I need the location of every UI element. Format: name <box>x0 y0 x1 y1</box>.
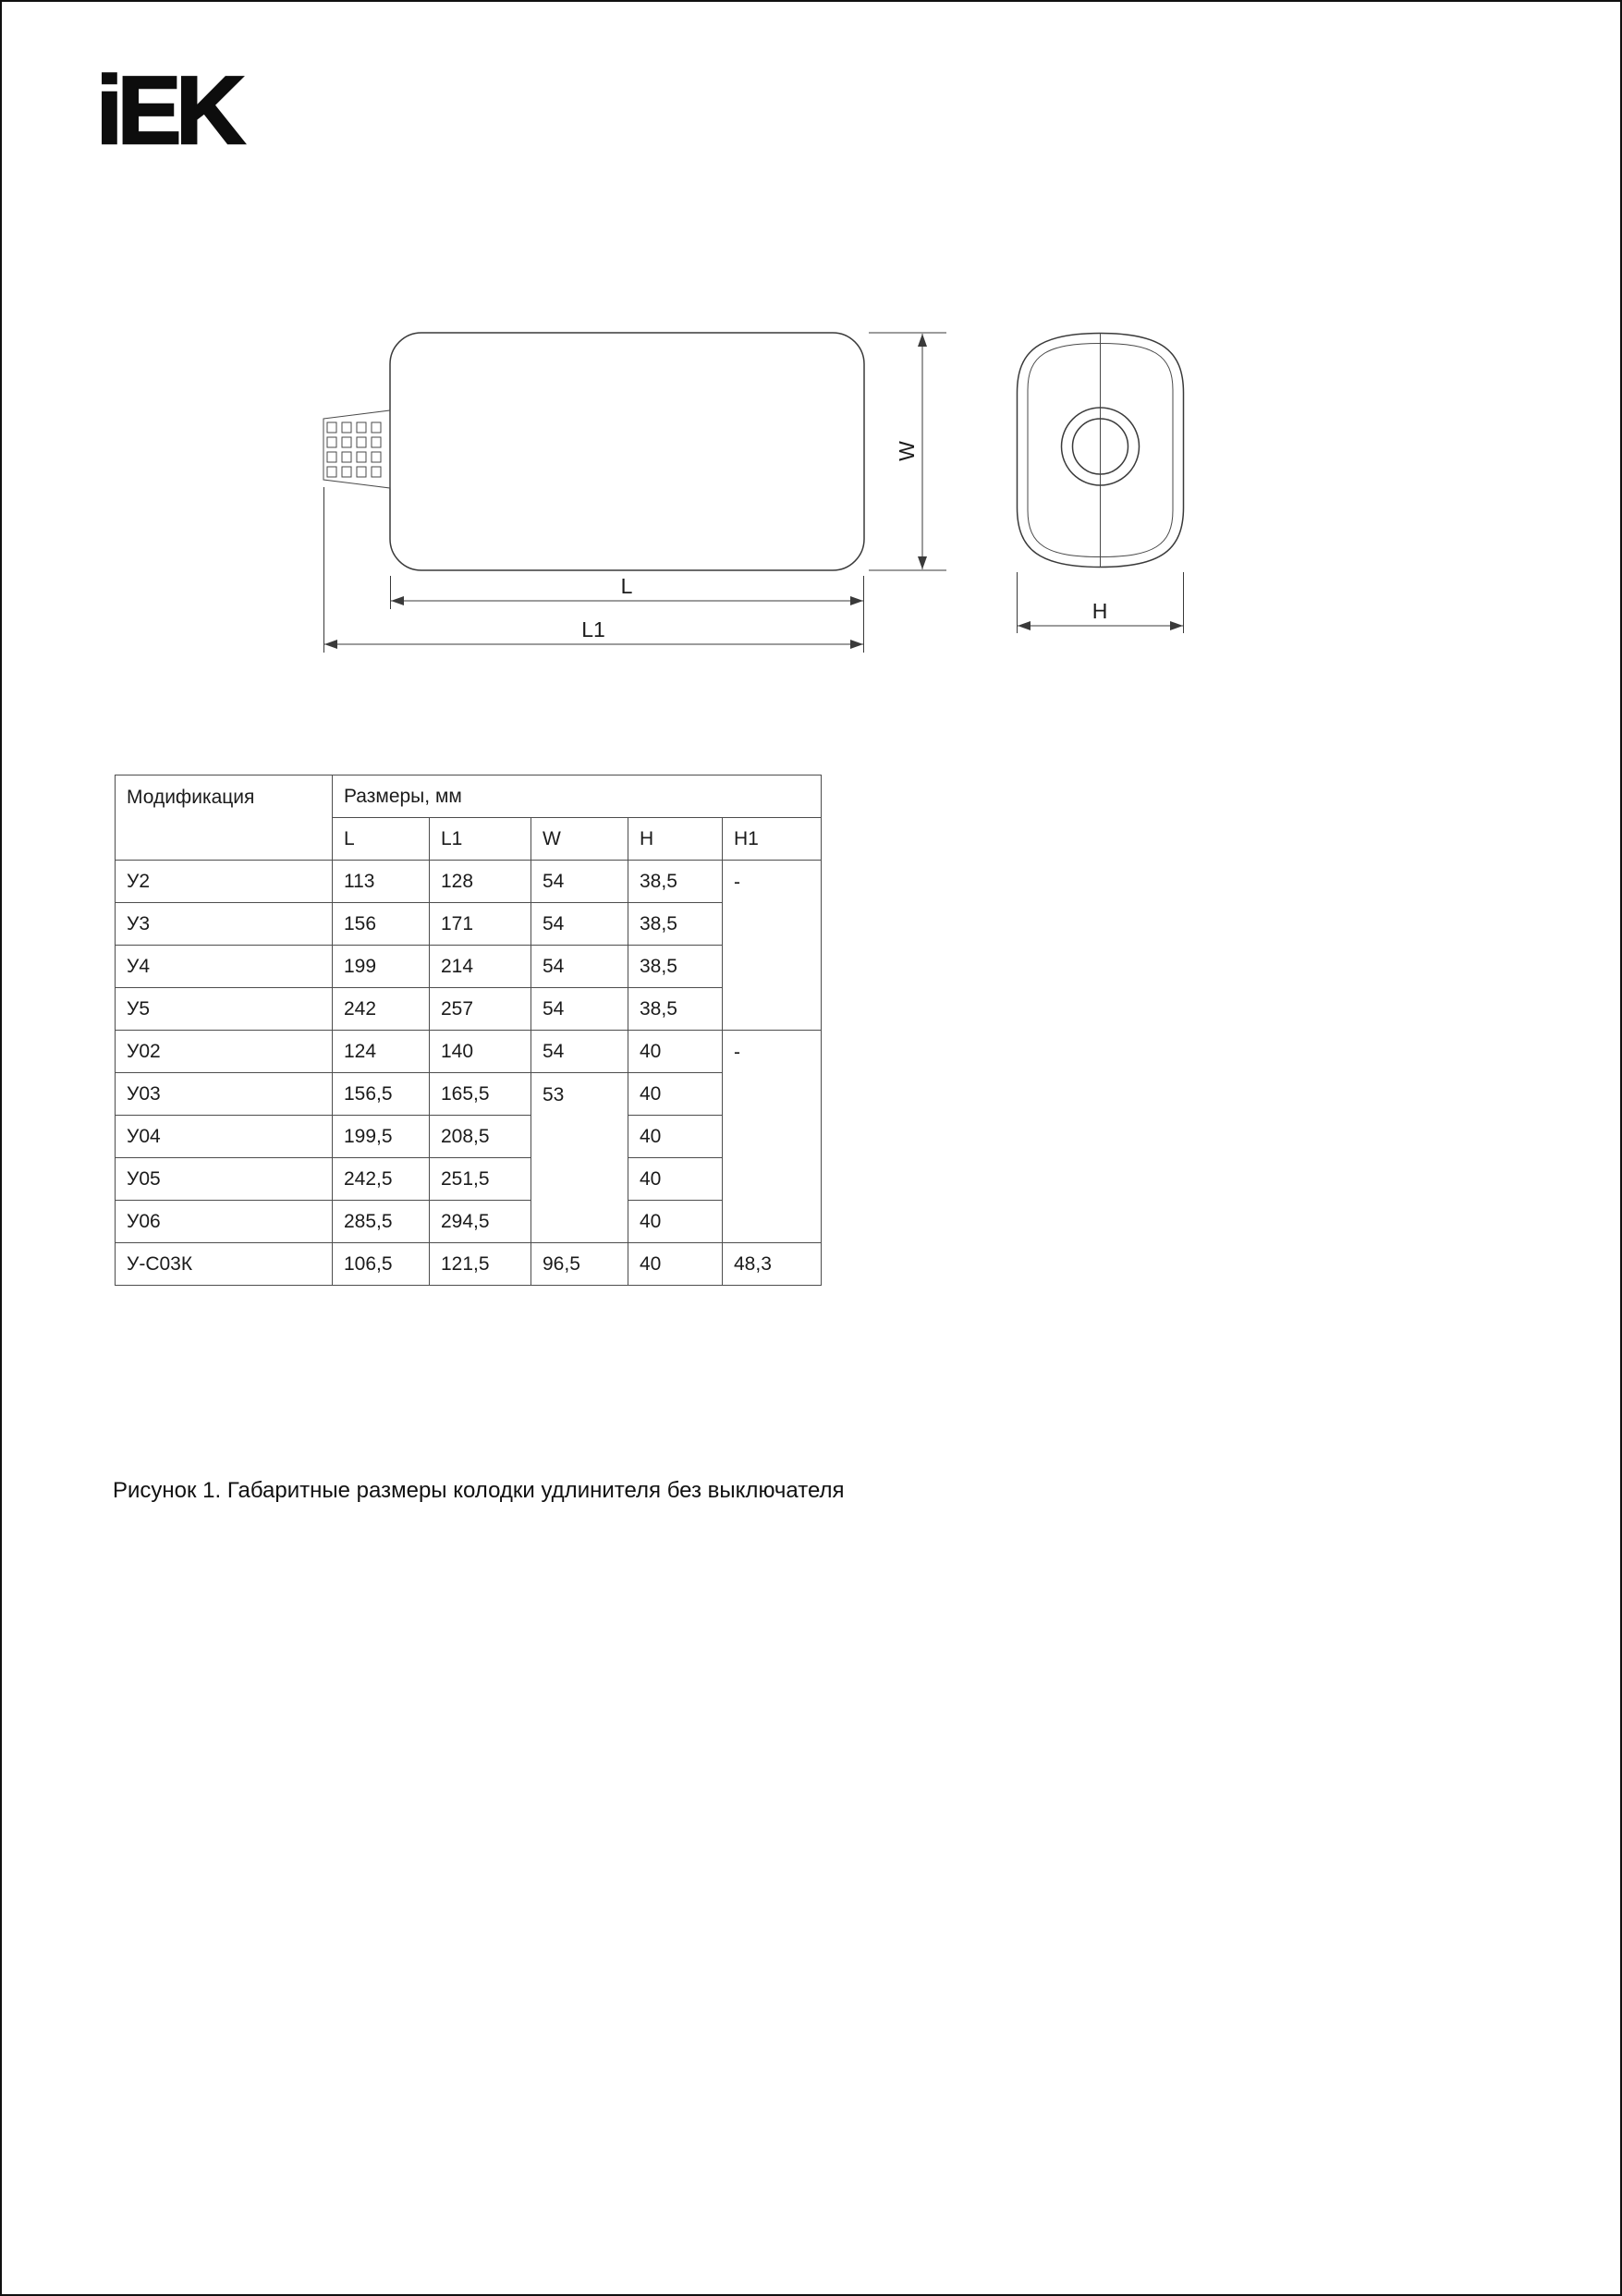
header-col-l1: L1 <box>430 818 531 861</box>
cell-mod: У05 <box>116 1158 333 1201</box>
cell-h: 40 <box>628 1116 723 1158</box>
cell-h: 40 <box>628 1243 723 1286</box>
table-row <box>116 988 822 1031</box>
cell-h1: - <box>723 861 822 1031</box>
table-row <box>116 861 822 903</box>
cell-h: 40 <box>628 1158 723 1201</box>
cell-l: 156,5 <box>333 1073 430 1116</box>
dim-label-w: W <box>895 441 919 461</box>
cell-h: 40 <box>628 1073 723 1116</box>
cell-mod: У03 <box>116 1073 333 1116</box>
cell-w: 54 <box>531 988 628 1031</box>
cell-l: 113 <box>333 861 430 903</box>
cell-h1: 48,3 <box>723 1243 822 1286</box>
cell-h: 40 <box>628 1031 723 1073</box>
header-col-l: L <box>333 818 430 861</box>
cell-w: 96,5 <box>531 1243 628 1286</box>
dimensions-table <box>115 775 822 1286</box>
cell-h: 38,5 <box>628 861 723 903</box>
cell-l1: 121,5 <box>430 1243 531 1286</box>
header-col-h1: H1 <box>723 818 822 861</box>
dim-label-l: L <box>620 574 633 598</box>
cord-grip <box>323 410 390 488</box>
cell-l: 199 <box>333 946 430 988</box>
cell-mod: У04 <box>116 1116 333 1158</box>
table-row <box>116 1243 822 1286</box>
figure-caption: Рисунок 1. Габаритные размеры колодки удлинителя без выключателя <box>113 1478 845 1503</box>
dimension-l <box>391 574 864 653</box>
front-view <box>323 333 864 570</box>
table-row <box>116 946 822 988</box>
cell-l: 285,5 <box>333 1201 430 1243</box>
cell-l: 242 <box>333 988 430 1031</box>
cell-l1: 140 <box>430 1031 531 1073</box>
header-col-h: H <box>628 818 723 861</box>
dim-label-h: H <box>1091 599 1108 623</box>
side-view <box>1018 334 1184 568</box>
cell-h: 40 <box>628 1201 723 1243</box>
header-col-w: W <box>531 818 628 861</box>
dimension-h <box>1018 572 1184 633</box>
cell-mod: У3 <box>116 903 333 946</box>
cell-l1: 171 <box>430 903 531 946</box>
cell-l1: 257 <box>430 988 531 1031</box>
table-row <box>116 1158 822 1201</box>
cell-mod: У5 <box>116 988 333 1031</box>
cell-w: 54 <box>531 903 628 946</box>
logo-text: iEK <box>96 57 240 165</box>
cell-mod: У2 <box>116 861 333 903</box>
dimension-w <box>869 333 946 570</box>
cell-l1: 128 <box>430 861 531 903</box>
cell-w: 54 <box>531 946 628 988</box>
cell-w: 54 <box>531 861 628 903</box>
cell-mod: У02 <box>116 1031 333 1073</box>
cell-w: 53 <box>531 1073 628 1243</box>
table-row <box>116 1073 822 1116</box>
cell-l: 199,5 <box>333 1116 430 1158</box>
cell-l1: 251,5 <box>430 1158 531 1201</box>
cell-l: 106,5 <box>333 1243 430 1286</box>
cell-mod: У06 <box>116 1201 333 1243</box>
header-dimensions: Размеры, мм <box>333 776 822 818</box>
cell-mod: У4 <box>116 946 333 988</box>
table-header-row <box>116 776 822 818</box>
dim-label-l1: L1 <box>581 617 605 641</box>
cell-h: 38,5 <box>628 946 723 988</box>
cell-h: 38,5 <box>628 903 723 946</box>
cell-l: 242,5 <box>333 1158 430 1201</box>
table-row <box>116 1031 822 1073</box>
cell-l: 156 <box>333 903 430 946</box>
header-modification: Модификация <box>116 776 333 861</box>
table-row <box>116 1116 822 1158</box>
cell-l: 124 <box>333 1031 430 1073</box>
cell-l1: 294,5 <box>430 1201 531 1243</box>
iek-logo <box>94 53 316 168</box>
cell-h1: - <box>723 1031 822 1243</box>
table-row <box>116 1201 822 1243</box>
cell-w: 54 <box>531 1031 628 1073</box>
cell-l1: 208,5 <box>430 1116 531 1158</box>
cell-h: 38,5 <box>628 988 723 1031</box>
cell-l1: 214 <box>430 946 531 988</box>
technical-drawing <box>307 321 1222 677</box>
cell-l1: 165,5 <box>430 1073 531 1116</box>
table-row <box>116 903 822 946</box>
cell-mod: У-С03К <box>116 1243 333 1286</box>
